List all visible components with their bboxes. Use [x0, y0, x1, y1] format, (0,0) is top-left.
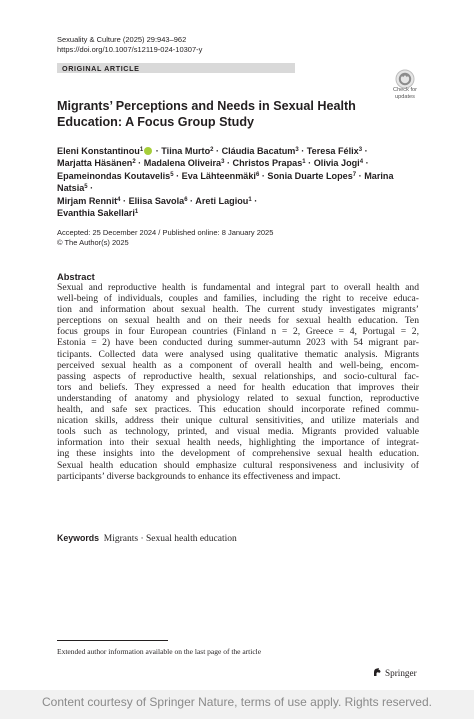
author-affiliation: 6: [255, 171, 260, 178]
journal-citation-block: [57, 35, 202, 55]
journal-citation: Sexuality & Culture (2025) 29:943–962: [57, 35, 187, 44]
publication-dates: [57, 228, 273, 248]
check-for-updates-caption: [384, 87, 426, 100]
courtesy-notice: Content courtesy of Springer Nature, terms of use apply. Rights reserved.: [42, 695, 432, 709]
author-affiliation: 1: [302, 159, 306, 166]
author-name[interactable]: Mirjam Rennit: [57, 195, 118, 206]
abstract-line: Sexual health education should emphasize cultural responsiveness and inclusivity of: [57, 459, 419, 471]
publisher-name: Springer: [385, 668, 417, 678]
abstract-line: perceived sexual health as a component of overall health and well-being, encom-: [57, 359, 419, 371]
keywords-text: Migrants · Sexual health education: [103, 534, 237, 544]
author-list: Eleni Konstantinou$^1$ · Tiina Murto$^2$ · Cláudia Bacatum$^3$ · Teresa Félix$^3$ · Marjatta Häsänen$^2$ · Madalena Oliveira$^3$ · Christos Prapas$^1$ · Olivia Jogi$^4$ · Epameinondas Koutavelis$^5$ · Eva Lähteenmäki$^6$ · Sonia Duarte Lopes$^7$ · Marina Natsia$^5$ · Mirjam Rennit$^4$ · Eliisa Savola$^6$ · Areti Lagiou$^1$ · Evanthia Sakellari$^1$: [57, 146, 394, 219]
author-name[interactable]: Cláudia Bacatum: [221, 146, 296, 156]
author-name[interactable]: Olivia Jogi: [313, 158, 360, 169]
author-name[interactable]: Evanthia Sakellari: [57, 208, 135, 219]
abstract-line: ticipants. Collected data were analysed using qualitative thematic analysis. Migrants: [57, 348, 419, 360]
keywords-label: Keywords: [57, 533, 100, 543]
check-caption-line2: updates: [395, 93, 415, 100]
abstract-line: information into their sexual health needs, highlighting the importance of integrat-: [57, 437, 419, 449]
author-affiliation: 4: [117, 196, 121, 203]
author-name[interactable]: Eva Lähteenmäki: [181, 170, 256, 181]
copyright: © The Author(s) 2025: [57, 238, 129, 247]
author-name[interactable]: Madalena Oliveira: [143, 158, 222, 169]
abstract-line: tors and beliefs. They expressed a need for health education that improves their: [57, 381, 419, 393]
author-name[interactable]: Sonia Duarte Lopes: [267, 170, 353, 181]
author-affiliation: 1: [248, 196, 252, 203]
orcid-icon[interactable]: [144, 147, 152, 155]
abstract-line: tion and information about sexual health. The current study investigates migrants’: [57, 304, 419, 316]
author-name[interactable]: Epameinondas Koutavelis: [57, 170, 171, 181]
author-name[interactable]: Marjatta Häsänen: [57, 158, 133, 169]
keywords-line: [57, 532, 237, 545]
abstract-line: passing aspects of reproductive health, sexual relationships, and socio-cultural fac-: [57, 370, 419, 382]
abstract-line: Estonia = 2) have been conducted during summer-autumn 2023 with 54 migrant par-: [57, 337, 419, 349]
author-affiliation: 6: [184, 196, 188, 203]
author-affiliation: 7: [352, 171, 357, 178]
doi-link[interactable]: https://doi.org/10.1007/s12119-024-10307-y: [57, 45, 203, 54]
abstract-line: understanding of anatomy and physiology related to sexual function, reproductive: [57, 392, 419, 404]
article-title: Migrants’ Perceptions and Needs in Sexual Health Education: A Focus Group Study: [57, 99, 356, 129]
check-caption-line1: Check for: [393, 87, 417, 93]
abstract-line: ing these insights into the development of comprehensive sexual health education.: [57, 448, 419, 460]
abstract-line: nication skills, address their unique cultural sensitivities, and utilize materials and: [57, 415, 419, 427]
abstract-line: perceptions on sexual health and on their needs for sexual health education. Ten: [57, 315, 419, 327]
publisher-logo: [372, 667, 417, 679]
author-affiliation: 2: [132, 159, 136, 166]
author-name[interactable]: Teresa Félix: [306, 146, 359, 156]
author-affiliation: 1: [139, 147, 144, 153]
author-affiliation: 1: [134, 209, 139, 216]
author-affiliation: 5: [170, 171, 174, 178]
abstract-line: Sexual and reproductive health is fundamental and integral part to overall health and: [57, 282, 419, 293]
abstract-line: tools such as technology, printed, and visual media. Migrants provided valuable: [57, 426, 419, 438]
author-affiliation: 3: [295, 147, 299, 153]
author-affiliation: 5: [84, 184, 88, 191]
springer-horse-icon: [372, 667, 382, 677]
author-name[interactable]: Marina Natsia: [57, 170, 394, 194]
abstract-line: focus groups in four European countries (Finland n = 2, Greece = 4, Portugal = 2,: [57, 326, 419, 338]
author-name[interactable]: Christos Prapas: [232, 158, 303, 169]
author-affiliation: 4: [359, 159, 364, 166]
abstract-heading: Abstract: [57, 272, 95, 282]
author-affiliation: 2: [210, 147, 214, 153]
footnote-divider: [57, 640, 168, 641]
author-name[interactable]: Eleni Konstantinou: [57, 146, 140, 156]
footnote: Extended author information available on the last page of the article: [57, 647, 262, 656]
abstract-line: health, and safe sex practices. This education should incorporate refined commu-: [57, 404, 419, 416]
section-label: ORIGINAL ARTICLE: [62, 63, 140, 73]
author-name[interactable]: Tiina Murto: [161, 146, 211, 156]
abstract-line: well-being of individuals, couples and families, including the right to receive educa-: [57, 293, 419, 305]
author-affiliation: 3: [221, 159, 225, 166]
abstract-text: [57, 282, 419, 482]
author-affiliation: 3: [358, 147, 363, 153]
abstract-line: participants’ diverse backgrounds to enhance its effectiveness and impact.: [57, 470, 341, 482]
accepted-published: Accepted: 25 December 2024 / Published online: 8 January 2025: [57, 228, 274, 237]
author-name[interactable]: Eliisa Savola: [128, 195, 185, 206]
author-name[interactable]: Areti Lagiou: [195, 195, 249, 206]
